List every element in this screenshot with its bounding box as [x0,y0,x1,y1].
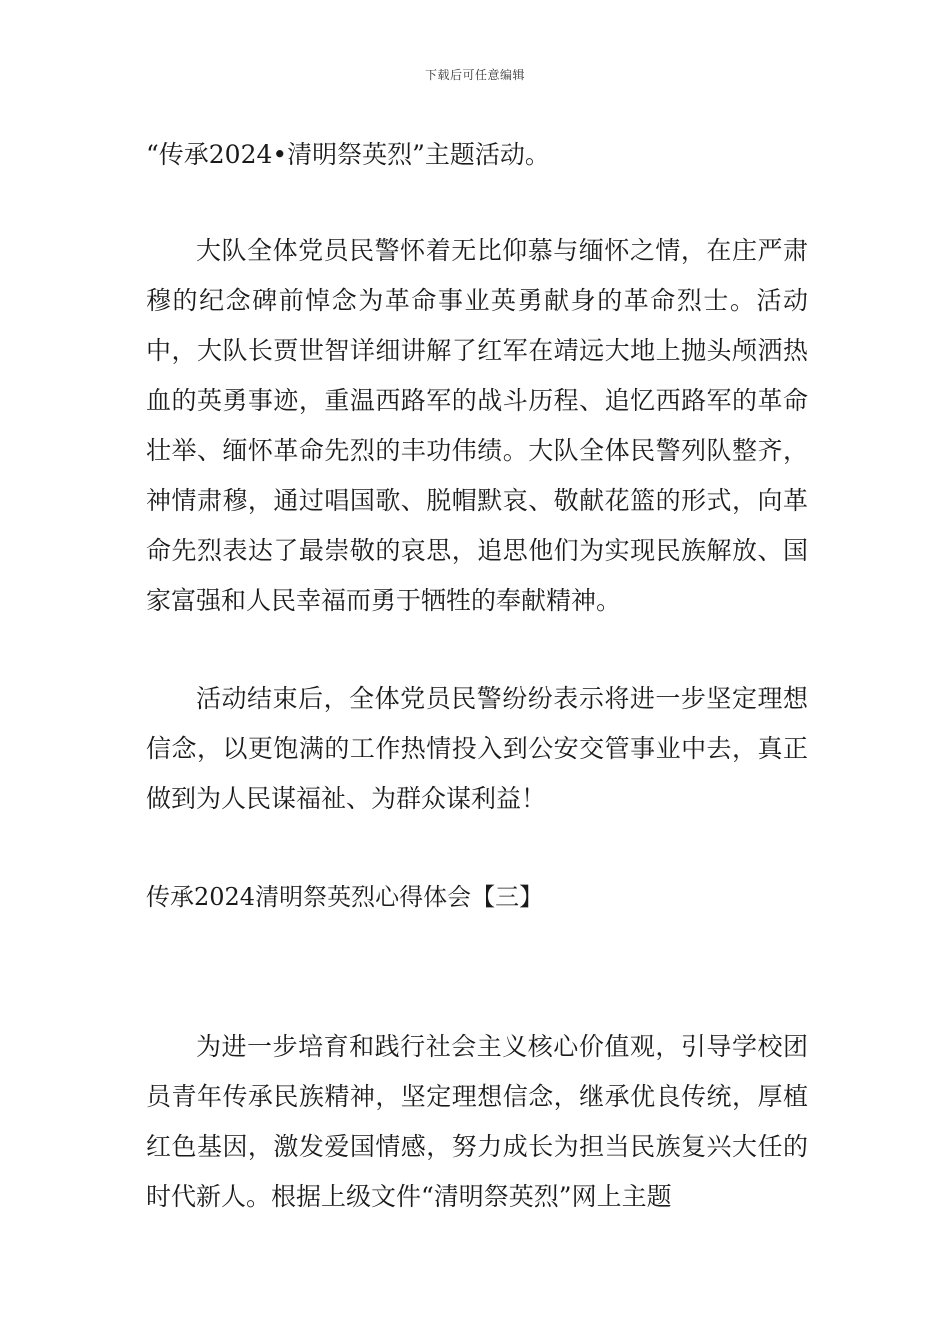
paragraph-activity-title: “传承2024•清明祭英烈”主题活动。 [146,140,550,169]
paragraph-section-three-intro: 为进一步培育和践行社会主义核心价值观，引导学校团员青年传承民族精神，坚定理想信念，继承优良传统，厚植红色基因，激发爱国情感，努力成长为担当民族复兴大任的时代新人。根据上级文件“清明祭英烈”网上主题 [146,1032,808,1211]
section-heading: 传承2024清明祭英烈心得体会【三】 [146,883,544,911]
header-note: 下载后可任意编辑 [424,68,525,82]
paragraph-memorial: 大队全体党员民警怀着无比仰慕与缅怀之情，在庄严肃穆的纪念碑前悼念为革命事业英勇献身的革命烈士。活动中，大队长贾世智详细讲解了红军在靖远大地上抛头颅洒热血的英勇事迹，重温西路军的战斗历程、追忆西路军的革命壮举、缅怀革命先烈的丰功伟绩。大队全体民警列队整齐，神情肃穆，通过唱国歌、脱帽默哀、敬献花篮的形式，向革命先烈表达了最崇敬的哀思，追思他们为实现民族解放、国家富强和人民幸福而勇于牺牲的奉献精神。 [146,236,808,615]
paragraph-conclusion: 活动结束后，全体党员民警纷纷表示将进一步坚定理想信念，以更饱满的工作热情投入到公安交管事业中去，真正做到为人民谋福祉、为群众谋利益！ [146,684,808,813]
